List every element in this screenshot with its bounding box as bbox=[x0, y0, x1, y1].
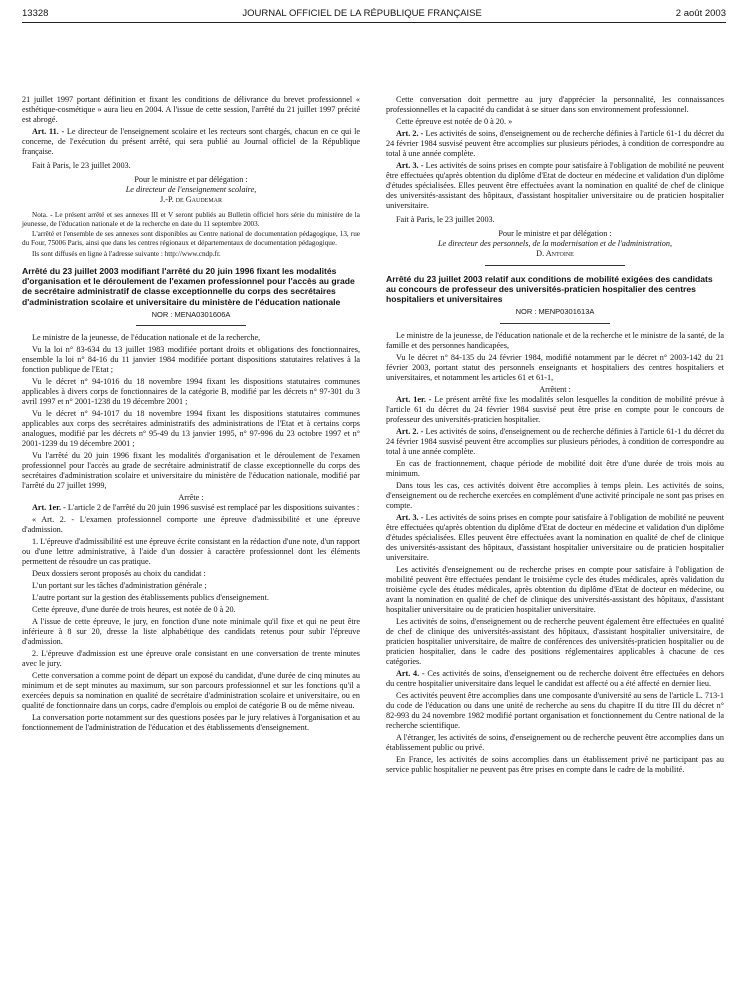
signature-name: J.-P. de Gaudemar bbox=[160, 195, 222, 204]
article-1 bbox=[22, 503, 360, 513]
article-4 bbox=[386, 669, 724, 689]
left-column bbox=[22, 95, 360, 735]
paragraph: L'un portant sur les tâches d'administration générale ; bbox=[32, 580, 207, 590]
decree-title: Arrêté du 23 juillet 2003 relatif aux conditions de mobilité exigées des candidats au concours de professeur des universités-praticien hospitalier des centres hospitaliers et universitaires bbox=[386, 274, 713, 305]
paragraph: Les activités d'enseignement ou de recherche prises en compte pour satisfaire à l'obligation de mobilité peuvent être effectuées pendant le troisième cycle des études médicales, après validation du troisième cycle des études médicales, après obtention du diplôme d'Etat de docteur en médecine, ou avant la nomination en qualité de chef de clinique des universités-assistant des hôpitaux, d'assistant hospitalier universitaire ou de praticien hospitalier universitaire. bbox=[386, 564, 724, 614]
paragraph: « Art. 2. - L'examen professionnel comporte une épreuve d'admissibilité et une épreuve d'admission. bbox=[22, 514, 360, 534]
signature-place-date: Fait à Paris, le 23 juillet 2003. bbox=[32, 161, 131, 170]
visa: Vu le décret n° 94-1016 du 18 novembre 1994 fixant les dispositions statutaires communes applicables à divers corps de fonctionnaires de la catégorie B, modifié par les décrets n° 97-301 du 3 avril 1997 et n° 2001-1238 du 19 décembre 2001 ; bbox=[22, 376, 360, 406]
paragraph: 2. L'épreuve d'admission est une épreuve orale consistant en une conversation de trente minutes avec le jury. bbox=[22, 648, 360, 668]
article-text: Les activités de soins, d'enseignement ou de recherche définies à l'article 61-1 du décret du 24 février 1984 susvisé peuvent être accomplies sur plusieurs périodes, à condition de correspondre au total à une année complète. bbox=[386, 129, 725, 158]
article-3 bbox=[386, 161, 724, 211]
right-column bbox=[386, 95, 724, 777]
article-label: Art. 3. - bbox=[396, 161, 424, 170]
paragraph: Ces activités peuvent être accomplies dans une composante d'université au sens de l'article L. 713-1 du code de l'éducation ou dans une unité de recherche au sens du chapitre II du titre III du décret n° 82-993 du 24 novembre 1982 modifié portant organisation et fonctionnement du Centre national de la recherche scientifique. bbox=[386, 690, 724, 730]
article-label: Art. 4. - bbox=[396, 668, 425, 678]
nor-reference: NOR : MENP0301613A bbox=[515, 307, 595, 317]
article-text: Ces activités de soins, d'enseignement ou de recherche doivent être effectuées en dehors du centre hospitalier universitaire dans lequel le candidat est affecté ou a été affecté en dernier lieu. bbox=[386, 668, 725, 688]
paragraph: A l'étranger, les activités de soins, d'enseignement ou de recherche peuvent être accomplies dans un établissement public ou privé. bbox=[386, 732, 724, 752]
nota: Nota. - Le présent arrêté et ses annexes III et V seront publiés au Bulletin officiel hors série du ministère de la jeunesse, de l'éducation nationale et de la recherche en date du 11 septembre 2003. bbox=[22, 211, 360, 228]
page-header bbox=[22, 6, 726, 20]
signature-delegation: Pour le ministre et par délégation : bbox=[134, 175, 248, 184]
visa: Vu la loi n° 83-634 du 13 juillet 1983 modifiée portant droits et obligations des fonctionnaires, ensemble la loi n° 84-16 du 11 janvier 1984 modifiée portant dispositions statutaires relatives à la fonction publique de l'Etat ; bbox=[22, 344, 360, 374]
article-text: Les activités de soins, d'enseignement ou de recherche définies à l'article 61-1 du décret du 24 février 1984 susvisé peuvent être accomplies sur plusieurs périodes, à condition de correspondre au total à une année complète. bbox=[386, 426, 725, 456]
article-label: Art. 11. - bbox=[32, 127, 65, 136]
paragraph: 1. L'épreuve d'admissibilité est une épreuve écrite consistant en la rédaction d'une note, d'un rapport ou d'une lettre administrative, à l'aide d'un dossier à caractère professionnel dont les éléments permettent de résoudre un cas pratique. bbox=[22, 536, 360, 566]
arretent-heading: Arrêtent : bbox=[539, 384, 571, 394]
paragraph: Cette épreuve, d'une durée de trois heures, est notée de 0 à 20. bbox=[32, 604, 236, 614]
preamble: Le ministre de la jeunesse, de l'éducation nationale et de la recherche, bbox=[32, 332, 261, 342]
article-text: Les activités de soins prises en compte pour satisfaire à l'obligation de mobilité ne peuvent être effectuées qu'après obtention du diplôme d'Etat de docteur en médecine et validation d'un diplôme d'études spécialisées. Elles peuvent être effectuées avant la nomination en qualité de chef de clinique des universités-assistant des hôpitaux, d'assistant hospitalier universitaire ou de praticien hospitalier universitaire. bbox=[386, 161, 725, 210]
article-label: Art. 2. - bbox=[396, 129, 424, 138]
article-11 bbox=[22, 127, 360, 157]
paragraph: En cas de fractionnement, chaque période de mobilité doit être d'une durée de trois mois au minimum. bbox=[386, 458, 724, 478]
paragraph: Cette épreuve est notée de 0 à 20. » bbox=[396, 117, 513, 126]
article-2 bbox=[386, 129, 724, 159]
signature-block bbox=[386, 229, 724, 259]
paragraph: A l'issue de cette épreuve, le jury, en fonction d'une note minimale qu'il fixe et qui ne peut être inférieure à 8 sur 20, dresse la liste alphabétique des candidats retenus pour subir l'épreuve d'admission. bbox=[22, 616, 360, 646]
visa: Vu l'arrêté du 20 juin 1996 fixant les modalités d'organisation et le déroulement de l'examen professionnel pour l'accès au grade de secrétaire administratif de classe exceptionnelle du corps des secrétaires d'administration scolaire et universitaire du ministère de l'éducation nationale, modifié par l'arrêté du 27 juillet 1999, bbox=[22, 450, 360, 490]
preamble: Le ministre de la jeunesse, de l'éducation nationale et de la recherche et le ministre de la santé, de la famille et des personnes handicapées, bbox=[386, 330, 724, 350]
page-number: 13328 bbox=[22, 7, 49, 19]
signature-place-date: Fait à Paris, le 23 juillet 2003. bbox=[396, 215, 495, 224]
signature-block bbox=[22, 175, 360, 205]
article-label: Art. 1er. - bbox=[32, 502, 66, 512]
decree-title: Arrêté du 23 juillet 2003 modifiant l'arrêté du 20 juin 1996 fixant les modalités d'organisation et le déroulement de l'examen professionnel pour l'accès au grade de secrétaire administratif de classe exceptionnelle du corps des secrétaires d'administration scolaire et universitaire du ministère de l'éducation nationale bbox=[22, 266, 355, 307]
article-text: Le présent arrêté fixe les modalités selon lesquelles la condition de mobilité prévue à l'article 61 du décret du 24 février 1984 susvisé peut être prise en compte pour le concours de professeur des universités-praticien hospitalier. bbox=[386, 394, 725, 424]
visa: Vu le décret n° 94-1017 du 18 novembre 1994 fixant les dispositions statutaires communes applicables aux corps des secrétaires administratifs des administrations de l'Etat et à certains corps analogues, modifié par les décrets n° 95-49 du 13 janvier 1995, n° 97-996 du 23 octobre 1997 et n° 2001-1239 du 19 décembre 2001 ; bbox=[22, 408, 360, 448]
publication-date: 2 août 2003 bbox=[675, 7, 726, 19]
paragraph: Cette conversation doit permettre au jury d'apprécier la personnalité, les connaissances professionnelles et la capacité du candidat à se situer dans son environnement professionnel. bbox=[386, 95, 724, 114]
article-label: Art. 3. - bbox=[396, 512, 424, 522]
signature-name: D. Antoine bbox=[536, 249, 574, 258]
header-rule bbox=[22, 22, 726, 23]
paragraph: Dans tous les cas, ces activités doivent être accomplies à temps plein. Les activités de soins, d'enseignement ou de recherche exercées en complément d'une activité principale ne sont pas prises en compte. bbox=[386, 480, 724, 510]
divider bbox=[485, 265, 625, 266]
paragraph: 21 juillet 1997 portant définition et fixant les conditions de délivrance du brevet professionnel « esthétique-cosmétique » aura lieu en 2004. A l'issue de cette session, l'arrêté du 21 juillet 1997 précité est abrogé. bbox=[22, 95, 360, 124]
paragraph: L'autre portant sur la gestion des établissements publics d'enseignement. bbox=[32, 592, 269, 602]
article-text: Le directeur de l'enseignement scolaire et les recteurs sont chargés, chacun en ce qui le concerne, de l'exécution du présent arrêté, qui sera publié au Journal officiel de la République française. bbox=[22, 127, 360, 156]
paragraph: Cette conversation a comme point de départ un exposé du candidat, d'une durée de cinq minutes au minimum et de sept minutes au maximum, sur son parcours professionnel et sur les fonctions qu'il a exercées depuis sa nomination en qualité de secrétaire d'administration scolaire et universitaire, ou en qualité de fonctionnaire dans un corps, cadre d'emplois ou emploi de catégorie B ou de même niveau. bbox=[22, 670, 360, 710]
note: Ils sont diffusés en ligne à l'adresse suivante : http://www.cndp.fr. bbox=[32, 249, 221, 258]
paragraph: Deux dossiers seront proposés au choix du candidat : bbox=[32, 568, 206, 578]
article-label: Art. 2. - bbox=[396, 426, 424, 436]
paragraph: Les activités de soins, d'enseignement ou de recherche peuvent également être effectuées en qualité de chef de clinique des universités-assistant des hôpitaux, d'assistant hospitalier universitaire, de praticien hospitalier universitaire, de maître de conférences des universités-praticien hospitalier ou de praticien hospitalier, dans le cadre des positions réglementaires applicables à chacune de ces catégories. bbox=[386, 616, 724, 666]
article-2 bbox=[386, 427, 724, 457]
divider bbox=[500, 323, 610, 324]
paragraph: La conversation porte notamment sur des questions posées par le jury relatives à l'organisation et au fonctionnement de l'administration de l'éducation et des établissements d'enseignement. bbox=[22, 712, 360, 732]
visa: Vu le décret n° 84-135 du 24 février 1984, modifié notamment par le décret n° 2003-142 du 21 février 2003, portant statut des personnels enseignants et hospitaliers des centres hospitaliers et universitaires, et notamment les articles 61 et 61-1, bbox=[386, 352, 724, 382]
arrete-heading: Arrête : bbox=[178, 492, 204, 502]
journal-title: JOURNAL OFFICIEL DE LA RÉPUBLIQUE FRANÇAISE bbox=[242, 7, 482, 19]
article-label: Art. 1er. - bbox=[396, 394, 432, 404]
nor-reference: NOR : MENA0301606A bbox=[151, 309, 231, 319]
article-3 bbox=[386, 513, 724, 563]
signature-title: Le directeur des personnels, de la modernisation et de l'administration, bbox=[437, 239, 673, 248]
article-text: L'article 2 de l'arrêté du 20 juin 1996 susvisé est remplacé par les dispositions suivantes : bbox=[65, 502, 360, 512]
signature-delegation: Pour le ministre et par délégation : bbox=[498, 229, 612, 238]
article-1 bbox=[386, 395, 724, 425]
divider bbox=[136, 325, 246, 326]
article-text: Les activités de soins prises en compte pour satisfaire à l'obligation de mobilité ne peuvent être effectuées qu'après obtention du diplôme d'Etat de docteur en médecine et validation d'un diplôme d'études spécialisées. Elles peuvent être effectuées avant la nomination en qualité de chef de clinique des universités-assistant des hôpitaux, d'assistant hospitalier universitaire ou de praticien hospitalier universitaire. bbox=[386, 512, 725, 562]
signature-title: Le directeur de l'enseignement scolaire, bbox=[125, 185, 257, 194]
note: L'arrêté et l'ensemble de ses annexes sont disponibles au Centre national de documentation pédagogique, 13, rue du Four, 75006 Paris, ainsi que dans les centres régionaux et départementaux de documentation pédagogique. bbox=[22, 230, 360, 247]
paragraph: En France, les activités de soins accomplies dans un établissement privé ne participant pas au service public hospitalier ne peuvent pas être prises en compte dans le cadre de la mobilité. bbox=[386, 754, 724, 774]
